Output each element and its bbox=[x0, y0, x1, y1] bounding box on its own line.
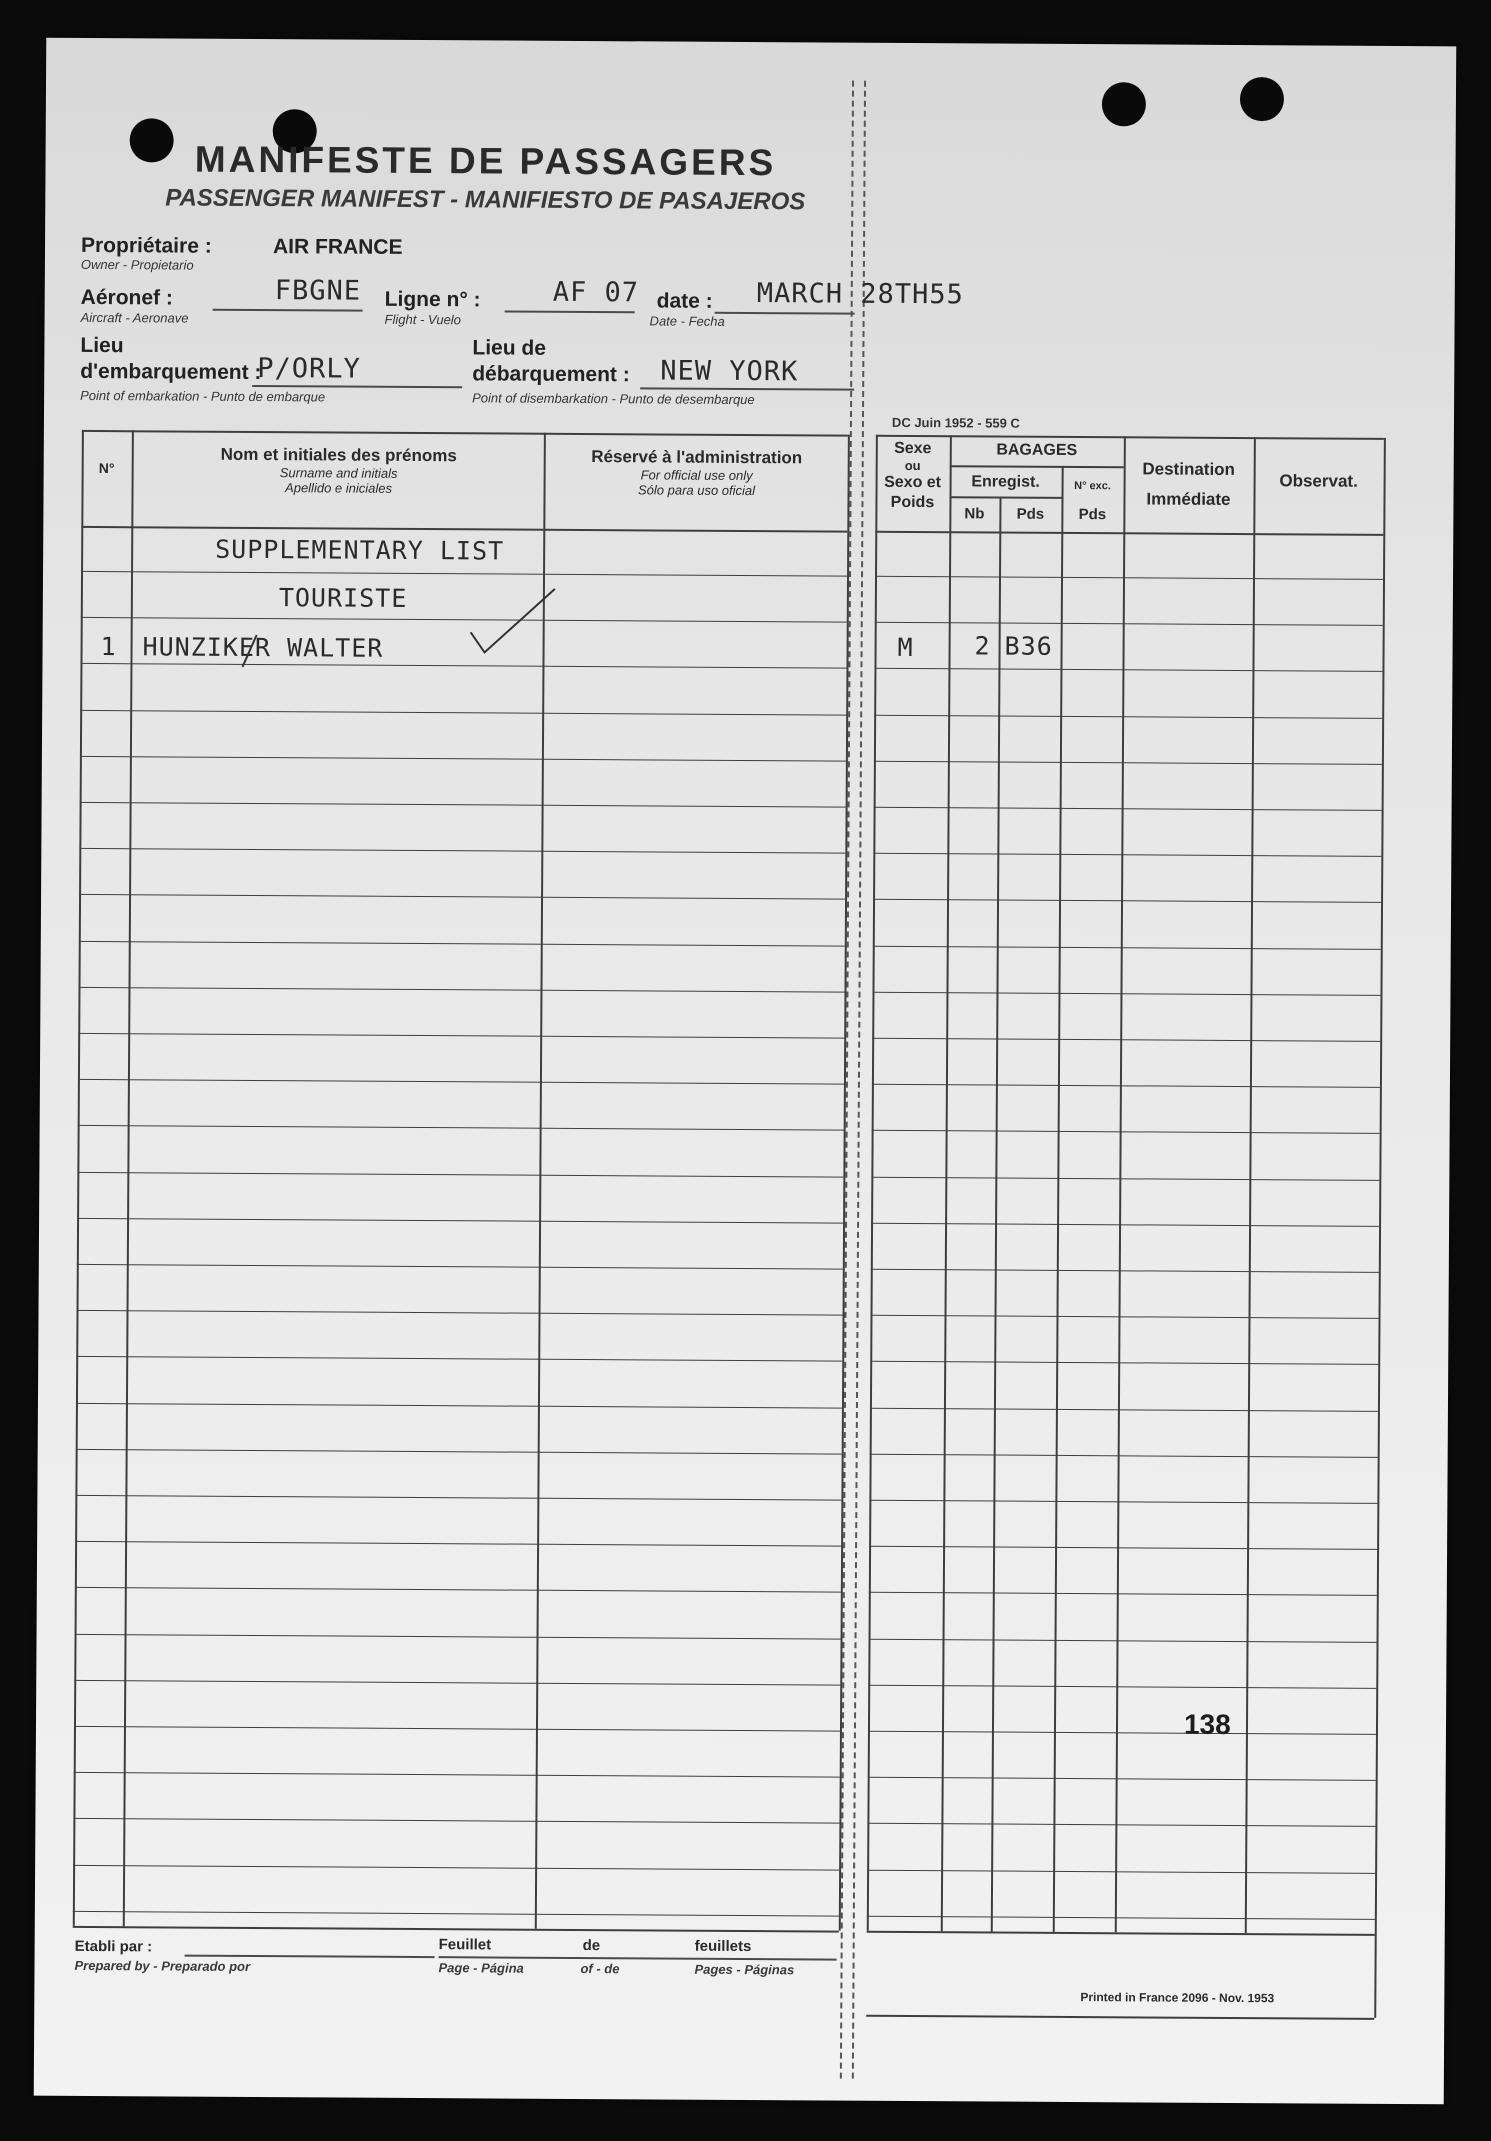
header-pds: Pds bbox=[1016, 505, 1045, 523]
header-pds2: Pds bbox=[1078, 506, 1107, 524]
flight-sublabel: Flight - Vuelo bbox=[384, 311, 461, 328]
table-bottom-left bbox=[73, 1926, 839, 1933]
table-row-line bbox=[868, 1685, 1376, 1689]
table-row-line bbox=[873, 899, 1381, 903]
of-sublabel: of - de bbox=[580, 1961, 620, 1977]
passenger-name: HUNZIKER WALTER bbox=[142, 632, 384, 663]
header-destination-2: Immédiate bbox=[1146, 489, 1231, 509]
table-row-line bbox=[73, 1911, 839, 1917]
table-row-line bbox=[79, 894, 845, 900]
passenger-sex: M bbox=[897, 632, 914, 663]
table-row-line bbox=[79, 941, 845, 947]
passenger-no: 1 bbox=[100, 632, 117, 662]
disembarkation-label-2: débarquement : bbox=[472, 362, 630, 387]
table-row-line bbox=[74, 1680, 840, 1686]
header-name-es: Apellido e iniciales bbox=[285, 480, 393, 496]
table-row-line bbox=[868, 1731, 1376, 1735]
table-row-line bbox=[867, 1870, 1375, 1874]
table-row-line bbox=[869, 1639, 1377, 1643]
header-admin-label: Réservé à l'administration bbox=[591, 447, 803, 468]
table-row-line bbox=[75, 1587, 841, 1593]
header-bottom-right bbox=[875, 531, 1383, 536]
checkmark-icon bbox=[462, 580, 583, 671]
disembarkation-value: NEW YORK bbox=[660, 355, 799, 388]
col-line-nb bbox=[991, 497, 1002, 1932]
embarkation-label-1: Lieu bbox=[80, 333, 124, 358]
aircraft-value: FBGNE bbox=[274, 275, 362, 307]
table-row-line bbox=[78, 1033, 844, 1039]
header-destination-1: Destination bbox=[1142, 459, 1236, 479]
table-row-line bbox=[874, 715, 1382, 719]
header-observ: Observat. bbox=[1279, 471, 1358, 491]
table-row-line bbox=[872, 1084, 1380, 1088]
owner-sublabel: Owner - Propietario bbox=[80, 256, 194, 273]
table-row-line bbox=[77, 1264, 843, 1270]
passenger-bag-weight: B36 bbox=[1004, 631, 1053, 661]
stamp-number: 138 bbox=[1183, 1708, 1231, 1740]
header-sex-2: ou bbox=[904, 457, 921, 474]
table-row-line bbox=[871, 1177, 1379, 1181]
header-name-label: Nom et initiales des prénoms bbox=[220, 444, 457, 466]
table-row-line bbox=[874, 761, 1382, 765]
embarkation-value: P/ORLY bbox=[257, 353, 361, 385]
header-name-en: Surname and initials bbox=[279, 465, 398, 481]
col-line-no bbox=[123, 430, 134, 1926]
sheets-label: feuillets bbox=[694, 1937, 752, 1956]
date-sublabel: Date - Fecha bbox=[649, 313, 725, 329]
sheet-label: Feuillet bbox=[438, 1936, 492, 1954]
table-row-line bbox=[875, 576, 1383, 580]
header-nexc: N° exc. bbox=[1074, 480, 1112, 493]
date-value: MARCH 28TH55 bbox=[756, 278, 964, 311]
col-line-admin bbox=[839, 435, 850, 1931]
header-admin-es: Sólo para uso oficial bbox=[637, 482, 756, 499]
table-row-line bbox=[80, 802, 846, 808]
table-row-line bbox=[80, 710, 846, 716]
header-sex-3: Sexo et bbox=[884, 473, 942, 492]
table-row-line bbox=[872, 1038, 1380, 1042]
header-bottom-left bbox=[81, 526, 847, 533]
table-row-line bbox=[873, 853, 1381, 857]
table-bottom-right bbox=[867, 1931, 1375, 1936]
table-top-right bbox=[876, 435, 1384, 440]
table-row-line bbox=[867, 1823, 1375, 1827]
table-row-line bbox=[78, 1125, 844, 1131]
header-admin bbox=[546, 447, 848, 499]
table-row-line bbox=[875, 622, 1383, 626]
table-row-line bbox=[75, 1541, 841, 1547]
table-row-line bbox=[76, 1403, 842, 1409]
bagages-sub-line bbox=[950, 465, 1124, 468]
table-row-line bbox=[78, 1079, 844, 1085]
list-note: SUPPLEMENTARY LIST bbox=[215, 534, 505, 566]
strike-mark-icon bbox=[234, 631, 264, 671]
table-row-line bbox=[76, 1356, 842, 1362]
aircraft-label: Aéronef : bbox=[80, 285, 173, 310]
col-line-dest bbox=[1245, 437, 1256, 1933]
table-row-line bbox=[76, 1449, 842, 1455]
header-admin-en: For official use only bbox=[640, 467, 753, 484]
embarkation-label-2: d'embarquement : bbox=[80, 359, 262, 385]
header-sex-1: Sexe bbox=[894, 439, 932, 458]
passenger-bag-count: 2 bbox=[974, 631, 991, 661]
class-note: TOURISTE bbox=[278, 583, 408, 613]
header-nb: Nb bbox=[964, 505, 985, 523]
table-row-line bbox=[871, 1223, 1379, 1227]
table-row-line bbox=[869, 1546, 1377, 1550]
table-row-line bbox=[73, 1865, 839, 1871]
col-line-sex-left bbox=[867, 435, 878, 1931]
header-sex-4: Poids bbox=[890, 493, 935, 512]
table-row-line bbox=[77, 1218, 843, 1224]
disembarkation-label-1: Lieu de bbox=[472, 336, 546, 360]
table-row-line bbox=[870, 1454, 1378, 1458]
form-code: DC Juin 1952 - 559 C bbox=[891, 414, 1020, 431]
header-no-label: N° bbox=[98, 460, 115, 477]
table-row-line bbox=[77, 1172, 843, 1178]
header-bagages: BAGAGES bbox=[996, 441, 1078, 460]
owner-value: AIR FRANCE bbox=[272, 235, 403, 259]
prepared-by-sublabel: Prepared by - Preparado por bbox=[74, 1957, 251, 1974]
table-row-line bbox=[870, 1408, 1378, 1412]
table-row-line bbox=[871, 1315, 1379, 1319]
header-name bbox=[134, 444, 544, 497]
header-sex bbox=[875, 439, 949, 513]
col-line-exc bbox=[1115, 436, 1126, 1932]
table-row-line bbox=[868, 1777, 1376, 1781]
page-title: MANIFESTE DE PASSAGERS bbox=[194, 138, 777, 184]
table-row-line bbox=[874, 668, 1382, 672]
prepared-by-label: Etabli par : bbox=[74, 1937, 153, 1956]
table-row-line bbox=[871, 1269, 1379, 1273]
disembarkation-sublabel: Point of disembarkation - Punto de desembarque bbox=[472, 390, 755, 408]
sheets-sublabel: Pages - Páginas bbox=[694, 1961, 795, 1978]
table-row-line bbox=[872, 1130, 1380, 1134]
table-top-left bbox=[82, 430, 848, 437]
embarkation-sublabel: Point of embarkation - Punto de embarque bbox=[80, 387, 326, 405]
enregist-sub-line bbox=[950, 496, 1062, 499]
table-row-line bbox=[79, 848, 845, 854]
header-no bbox=[82, 460, 132, 476]
col-line-sex bbox=[941, 435, 952, 1931]
manifest-table bbox=[34, 38, 1457, 2105]
col-line-left bbox=[73, 430, 84, 1926]
manifest-page bbox=[34, 38, 1457, 2105]
col-line-right bbox=[1374, 438, 1386, 2018]
header-destination bbox=[1123, 454, 1253, 515]
printed-note: Printed in France 2096 - Nov. 1953 bbox=[1080, 1990, 1275, 2006]
footer-bottom-right bbox=[866, 2015, 1374, 2020]
owner-label: Propriétaire : bbox=[80, 233, 212, 258]
col-line-pds bbox=[1053, 466, 1064, 1932]
of-label: de bbox=[582, 1937, 601, 1955]
table-row-line bbox=[80, 756, 846, 762]
table-row-line bbox=[75, 1495, 841, 1501]
table-row-line bbox=[73, 1818, 839, 1824]
table-row-line bbox=[873, 946, 1381, 950]
table-row-line bbox=[75, 1634, 841, 1640]
table-row-line bbox=[867, 1916, 1375, 1920]
table-row-line bbox=[81, 571, 847, 577]
aircraft-sublabel: Aircraft - Aeronave bbox=[80, 309, 189, 326]
table-row-line bbox=[870, 1361, 1378, 1365]
flight-label: Ligne n° : bbox=[384, 287, 481, 312]
page-subtitle: PASSENGER MANIFEST - MANIFIESTO DE PASAJEROS bbox=[165, 184, 806, 216]
header-enregist: Enregist. bbox=[971, 473, 1040, 491]
table-row-line bbox=[874, 807, 1382, 811]
date-label: date : bbox=[656, 289, 713, 313]
table-row-line bbox=[77, 1310, 843, 1316]
table-row-line bbox=[74, 1772, 840, 1778]
sheet-sublabel: Page - Página bbox=[438, 1960, 524, 1976]
flight-value: AF 07 bbox=[552, 276, 640, 309]
table-row-line bbox=[74, 1726, 840, 1732]
table-row-line bbox=[869, 1592, 1377, 1596]
table-row-line bbox=[78, 987, 844, 993]
table-row-line bbox=[872, 992, 1380, 996]
table-row-line bbox=[869, 1500, 1377, 1504]
